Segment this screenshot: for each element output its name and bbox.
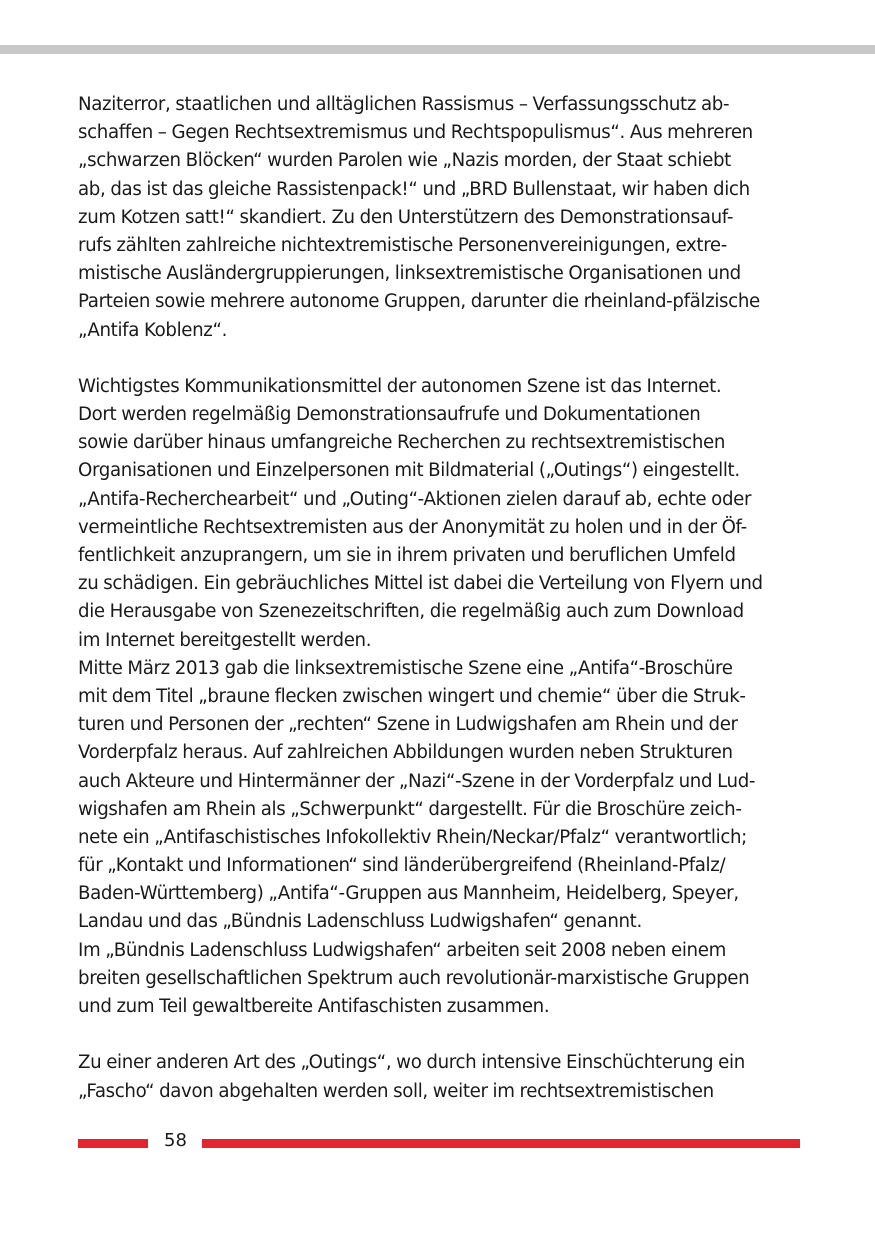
text-line: fentlichkeit anzuprangern, um sie in ihrem privaten und beruflichen Umfeld — [78, 545, 736, 566]
text-line: Dort werden regelmäßig Demonstrationsaufrufe und Dokumentationen — [78, 404, 701, 426]
page-number: 58 — [164, 1130, 187, 1151]
text-line: ab, das ist das gleiche Rassistenpack!“ und „BRD Bullenstaat, wir haben dich — [78, 178, 750, 200]
text-line: Baden-Württemberg) „Antifa“-Gruppen aus Mannheim, Heidelberg, Speyer, — [78, 883, 739, 905]
text-line: Im „Bündnis Ladenschluss Ludwigshafen“ arbeiten seit 2008 neben einem — [78, 939, 726, 961]
text-line: wigshafen am Rhein als „Schwerpunkt“ dargestellt. Für die Broschüre zeich- — [78, 798, 742, 820]
text-line: „Fascho“ davon abgehalten werden soll, weiter im rechtsextremistischen — [78, 1080, 714, 1102]
text-line: „Antifa-Recherchearbeit“ und „Outing“-Aktionen zielen darauf ab, echte oder — [78, 488, 752, 510]
text-line: Parteien sowie mehrere autonome Gruppen, darunter die rheinland-pfälzische — [78, 291, 760, 313]
text-line: schaffen – Gegen Rechtsextremismus und Rechtspopulismus“. Aus mehreren — [78, 122, 753, 144]
paragraph-gap — [78, 1021, 800, 1049]
text-line: Landau und das „Bündnis Ladenschluss Ludwigshafen“ genannt. — [78, 911, 642, 933]
text-line: vermeintliche Rechtsextremisten aus der Anonymität zu holen und in der Öf- — [78, 516, 747, 538]
text-line: Wichtigstes Kommunikationsmittel der autonomen Szene ist das Internet. — [78, 375, 722, 397]
footer-rule-right — [202, 1139, 800, 1148]
text-line: die Herausgabe von Szenezeitschriften, die regelmäßig auch zum Download — [78, 601, 744, 623]
text-line: Naziterror, staatlichen und alltäglichen Rassismus – Verfassungsschutz ab- — [78, 94, 730, 115]
text-line: und zum Teil gewaltbereite Antifaschisten zusammen. — [78, 996, 550, 1017]
text-line: sowie darüber hinaus umfangreiche Recherchen zu rechtsextremistischen — [78, 432, 726, 454]
paragraph-gap — [78, 345, 800, 373]
text-line: breiten gesellschaftlichen Spektrum auch revolutionär-marxistische Gruppen — [78, 967, 750, 989]
top-rule — [0, 45, 875, 54]
text-line: Vorderpfalz heraus. Auf zahlreichen Abbildungen wurden neben Strukturen — [78, 742, 733, 764]
text-line: mit dem Titel „braune flecken zwischen wingert und chemie“ über die Struk- — [78, 685, 746, 707]
text-line: im Internet bereitgestellt werden. — [78, 629, 372, 651]
text-line: „schwarzen Blöcken“ wurden Parolen wie „Nazis morden, der Staat schiebt — [78, 150, 731, 172]
text-line: Zu einer anderen Art des „Outings“, wo durch intensive Einschüchterung ein — [78, 1052, 745, 1074]
paragraph — [78, 1049, 800, 1105]
text-line: auch Akteure und Hintermänner der „Nazi“-Szene in der Vorderpfalz und Lud- — [78, 770, 756, 792]
paragraph — [78, 91, 800, 345]
text-line: „Antifa Koblenz“. — [78, 319, 228, 341]
text-line: zu schädigen. Ein gebräuchliches Mittel ist dabei die Verteilung von Flyern und — [78, 573, 763, 595]
page-footer — [78, 1128, 800, 1156]
text-line: turen und Personen der „rechten“ Szene in Ludwigshafen am Rhein und der — [78, 714, 738, 736]
page-body — [78, 91, 800, 1106]
text-line: zum Kotzen satt!“ skandiert. Zu den Unterstützern des Demonstrationsauf- — [78, 206, 734, 228]
text-line: mistische Ausländergruppierungen, linksextremistische Organisationen und — [78, 263, 741, 285]
text-line: nete ein „Antifaschistisches Infokollektiv Rhein/Neckar/Pfalz“ verantwortlich; — [78, 826, 747, 848]
text-line: Organisationen und Einzelpersonen mit Bildmaterial („Outings“) eingestellt. — [78, 460, 740, 482]
text-line: für „Kontakt und Informationen“ sind länderübergreifend (Rheinland-Pfalz/ — [78, 855, 726, 877]
text-line: rufs zählten zahlreiche nichtextremistische Personenvereinigungen, extre- — [78, 234, 727, 256]
paragraph — [78, 373, 800, 1021]
text-line: Mitte März 2013 gab die linksextremistische Szene eine „Antifa“-Broschüre — [78, 657, 733, 679]
footer-rule-left — [78, 1139, 148, 1148]
